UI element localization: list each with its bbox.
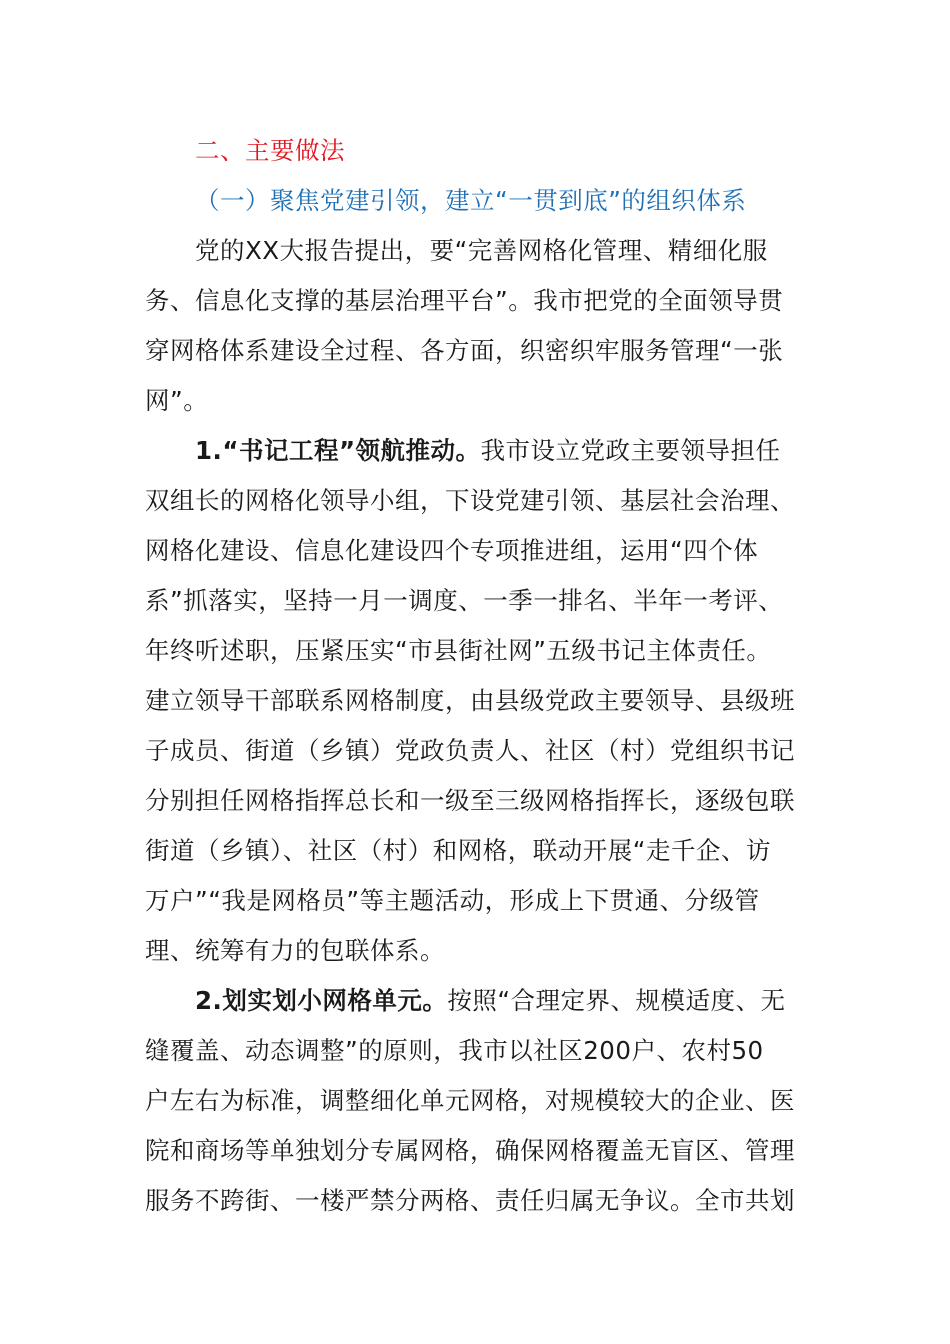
paragraph-line: 党的XX大报告提出，要“完善网格化管理、精细化服 (195, 236, 768, 265)
section-heading: 二、主要做法 (195, 136, 345, 165)
item2-first-line-text: 按照“合理定界、规模适度、无 (447, 986, 786, 1015)
item2-first-line (195, 976, 786, 1026)
paragraph-line: 子成员、街道（乡镇）党政负责人、社区（村）党组织书记 (145, 736, 795, 765)
paragraph-line: 系”抓落实，坚持一月一调度、一季一排名、半年一考评、 (145, 586, 784, 615)
paragraph-line: 年终听述职，压紧压实“市县街社网”五级书记主体责任。 (145, 636, 772, 665)
paragraph-line: 理、统筹有力的包联体系。 (145, 936, 445, 965)
paragraph-line: 双组长的网格化领导小组，下设党建引领、基层社会治理、 (145, 486, 795, 515)
paragraph-line: 缝覆盖、动态调整”的原则，我市以社区200户、农村50 (145, 1036, 764, 1065)
paragraph-line: 户左右为标准，调整细化单元网格，对规模较大的企业、医 (145, 1086, 795, 1115)
paragraph-line: 网”。 (145, 386, 209, 415)
item2-title: 2.划实划小网格单元。 (195, 986, 448, 1015)
paragraph-line: 建立领导干部联系网格制度，由县级党政主要领导、县级班 (145, 686, 795, 715)
subheading: （一）聚焦党建引领，建立“一贯到底”的组织体系 (195, 186, 747, 215)
item1-first-line (195, 426, 781, 476)
paragraph-line: 院和商场等单独划分专属网格，确保网格覆盖无盲区、管理 (145, 1136, 795, 1165)
paragraph-line: 网格化建设、信息化建设四个专项推进组，运用“四个体 (145, 536, 759, 565)
paragraph-line: 务、信息化支撑的基层治理平台”。我市把党的全面领导贯 (145, 286, 784, 315)
paragraph-line: 分别担任网格指挥总长和一级至三级网格指挥长，逐级包联 (145, 786, 795, 815)
paragraph-line: 街道（乡镇）、社区（村）和网格，联动开展“走千企、访 (145, 836, 771, 865)
item1-title: 1.“书记工程”领航推动。 (195, 436, 481, 465)
paragraph-line: 穿网格体系建设全过程、各方面，织密织牢服务管理“一张 (145, 336, 784, 365)
paragraph-line: 服务不跨街、一楼严禁分两格、责任归属无争议。全市共划 (145, 1186, 795, 1215)
item1-first-line-text: 我市设立党政主要领导担任 (480, 436, 781, 465)
paragraph-line: 万户”“我是网格员”等主题活动，形成上下贯通、分级管 (145, 886, 760, 915)
